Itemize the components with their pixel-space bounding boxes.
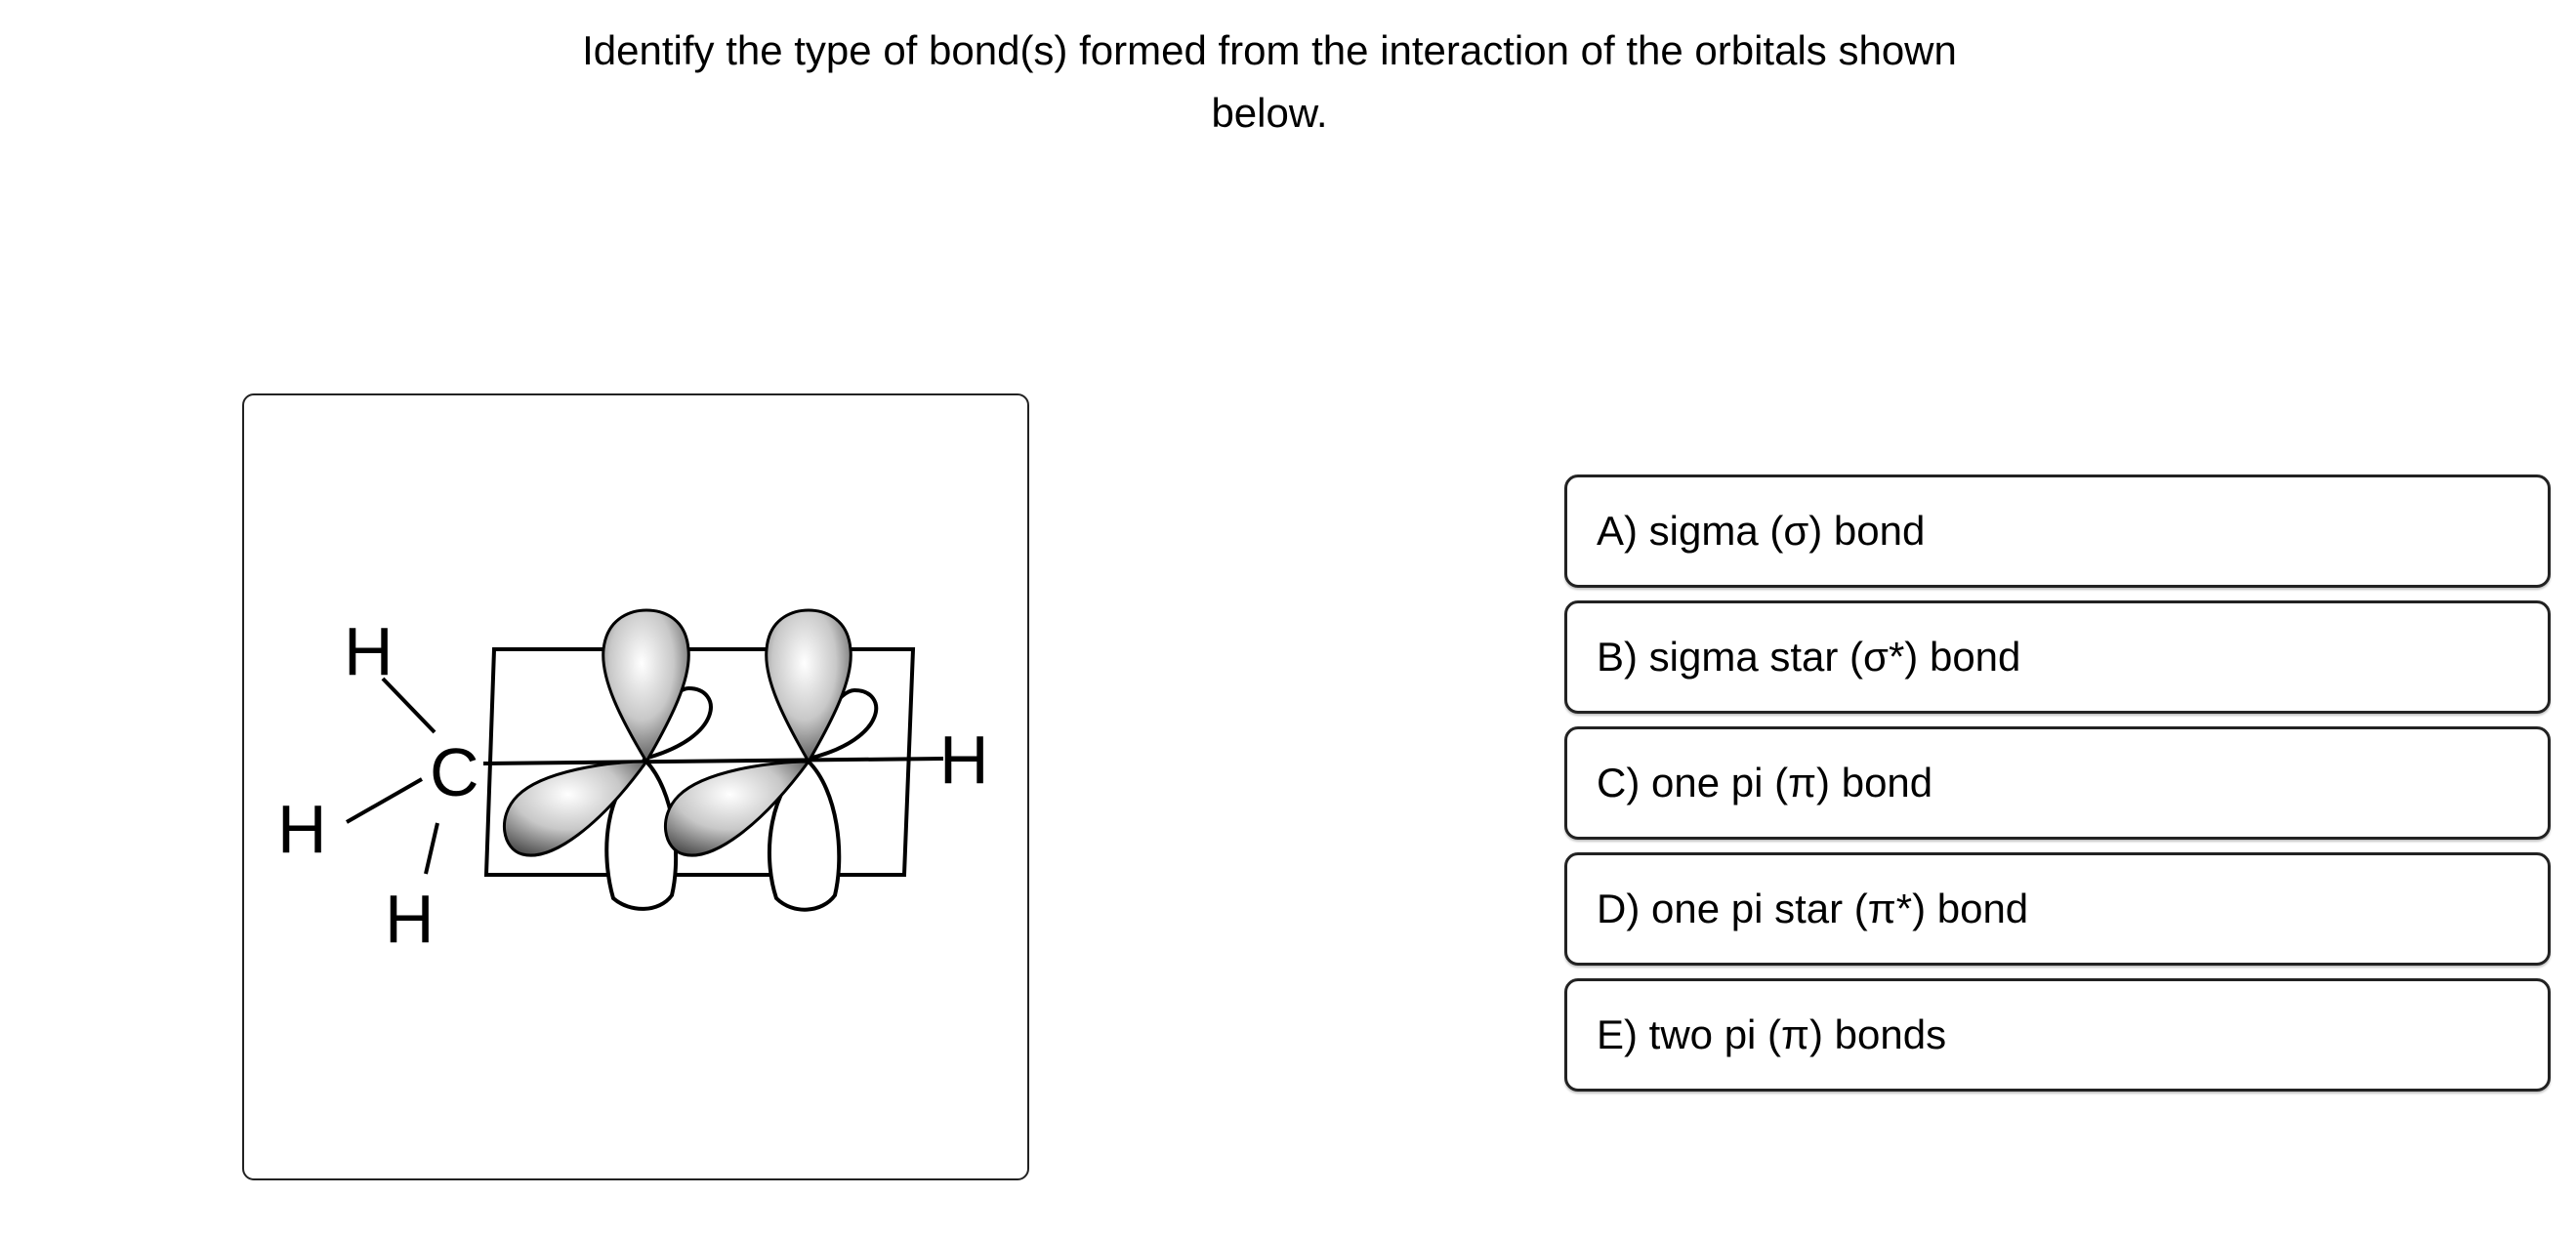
orbital-diagram [244, 395, 1031, 1182]
orbital-figure [242, 393, 1029, 1180]
answer-options [1564, 475, 2551, 1104]
atom-h-bottom: H [385, 881, 435, 957]
question-text [469, 20, 2070, 144]
question-line-2: below. [1211, 90, 1328, 136]
atom-carbon: C [430, 734, 479, 810]
option-b[interactable] [1564, 600, 2551, 714]
question-line-1: Identify the type of bond(s) formed from the interaction of the orbitals shown [582, 27, 1957, 73]
option-d[interactable] [1564, 852, 2551, 966]
option-label: A) sigma (σ) bond [1597, 508, 1926, 554]
bond-h-bottom [426, 823, 437, 874]
option-e[interactable] [1564, 978, 2551, 1092]
option-c[interactable] [1564, 726, 2551, 840]
atom-h-top-left: H [344, 613, 394, 689]
option-label: E) two pi (π) bonds [1597, 1011, 1947, 1057]
option-a[interactable] [1564, 475, 2551, 588]
atom-h-right: H [939, 722, 989, 798]
bond-h-left [347, 779, 422, 822]
option-label: B) sigma star (σ*) bond [1597, 634, 2021, 680]
option-label: D) one pi star (π*) bond [1597, 886, 2029, 931]
bond-axis-c-h [483, 759, 943, 763]
option-label: C) one pi (π) bond [1597, 760, 1933, 805]
atom-h-left: H [277, 791, 327, 867]
